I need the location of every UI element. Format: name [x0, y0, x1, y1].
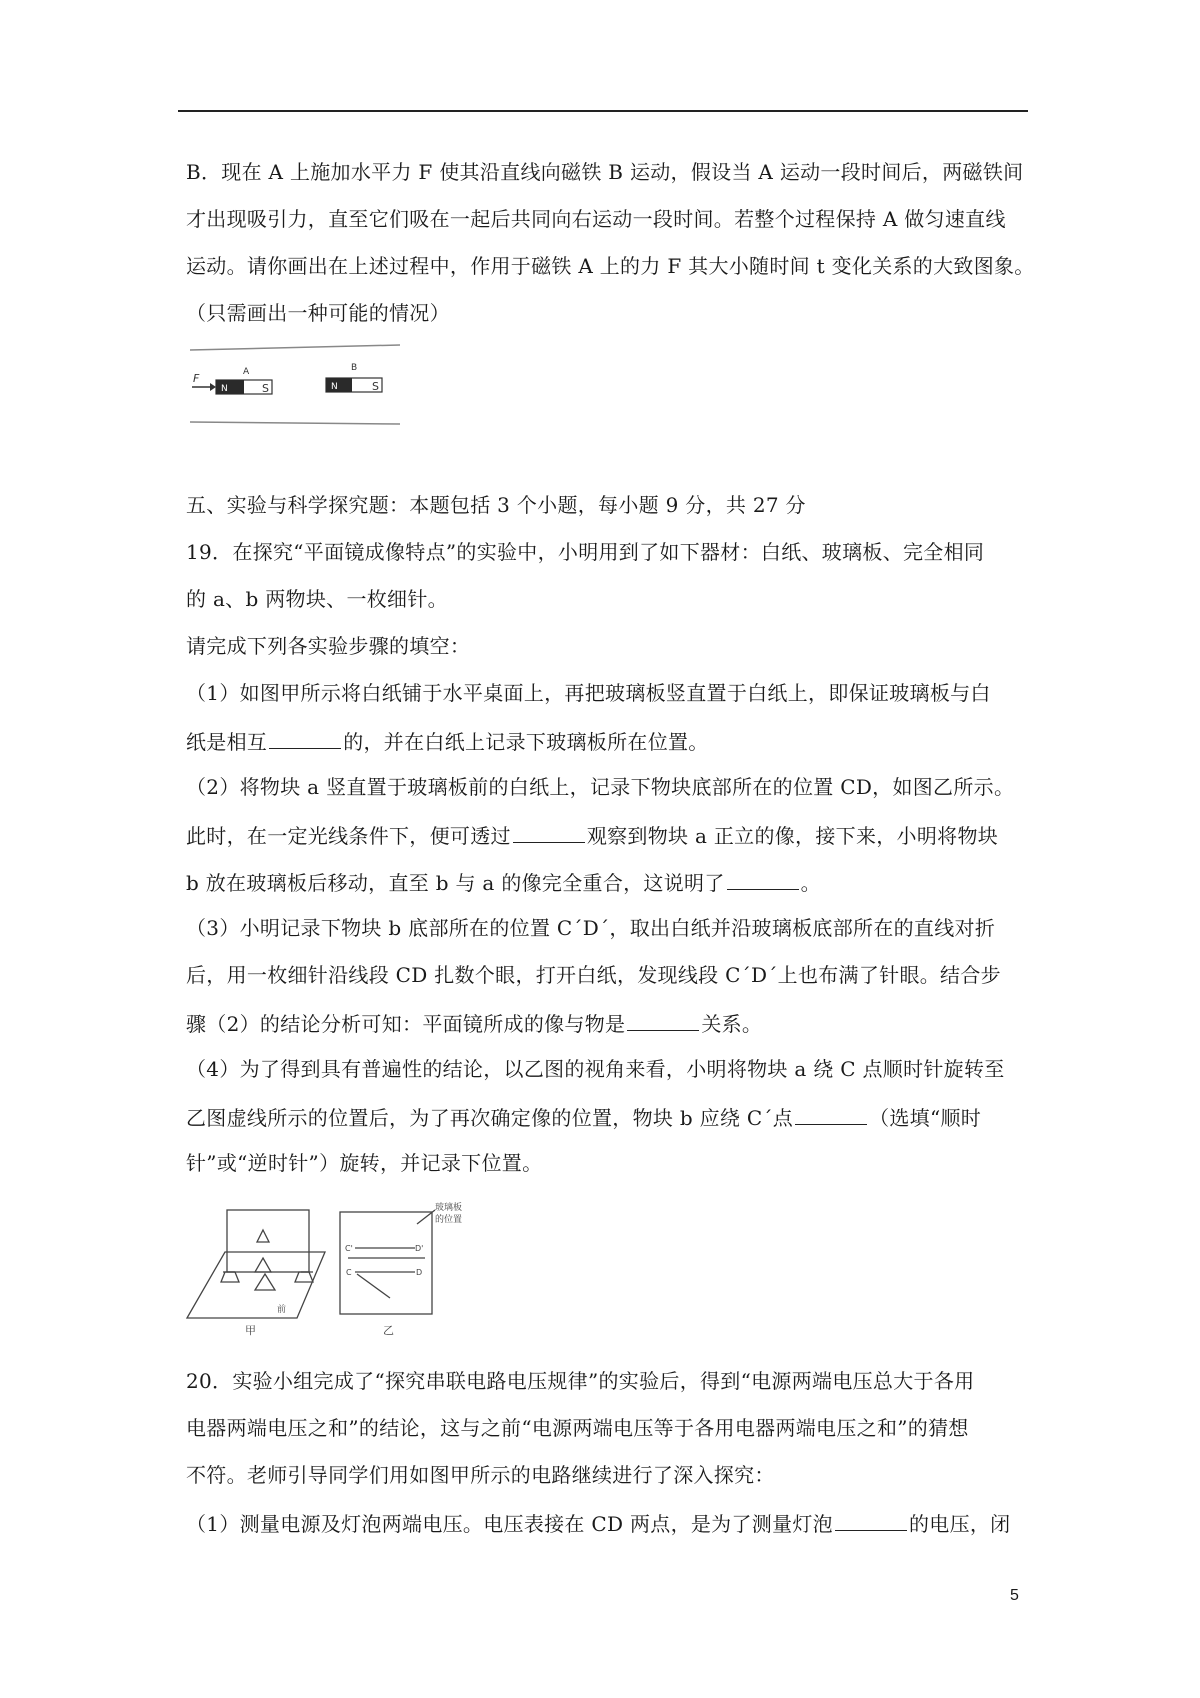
q19-step4-a: （4）为了得到具有普遍性的结论，以乙图的视角来看，小明将物块 a 绕 C 点顺时针旋转至: [186, 1057, 1005, 1081]
q18b-line-4: （只需画出一种可能的情况）: [186, 301, 450, 325]
q20-line-3: 不符。老师引导同学们用如图甲所示的电路继续进行了深入探究：: [186, 1463, 775, 1487]
q20-line-4-pre: （1）测量电源及灯泡两端电压。电压表接在 CD 两点，是为了测量灯泡: [186, 1512, 833, 1536]
q19-step2-c-pre: b 放在玻璃板后移动，直至 b 与 a 的像完全重合，这说明了: [186, 871, 725, 895]
q19-step1-b-post: 的，并在白纸上记录下玻璃板所在位置。: [343, 730, 709, 754]
q19-step3-b: 后，用一枚细针沿线段 CD 扎数个眼，打开白纸，发现线段 C´D´上也布满了针眼。结合步: [186, 963, 1001, 987]
q20-line-4: [186, 1510, 1010, 1536]
q19-step4-b-pre: 乙图虚线所示的位置后，为了再次确定像的位置，物块 b 应绕 C´点: [186, 1106, 794, 1130]
answer-blank-2[interactable]: [513, 822, 585, 843]
answer-blank-4[interactable]: [627, 1010, 699, 1031]
front-label: 前: [277, 1305, 287, 1315]
c-prime-label: C': [345, 1244, 353, 1253]
c-label: C: [346, 1268, 352, 1277]
q18b-line-2: 才出现吸引力，直至它们吸在一起后共同向右运动一段时间。若整个过程保持 A 做匀速直线: [186, 207, 1006, 231]
figure-jia: [187, 1210, 325, 1318]
section5-heading: 五、实验与科学探究题：本题包括 3 个小题，每小题 9 分，共 27 分: [186, 493, 806, 517]
answer-blank-3[interactable]: [727, 869, 799, 890]
yi-caption: 乙: [383, 1324, 394, 1337]
q19-step4-b: [186, 1104, 981, 1130]
magnet-a-n-pole: N: [221, 384, 228, 394]
answer-blank-6[interactable]: [835, 1510, 907, 1531]
magnet-b-s-pole: S: [372, 380, 379, 393]
q19-step3-a: （3）小明记录下物块 b 底部所在的位置 C´D´，取出白纸并沿玻璃板底部所在的直线对折: [186, 916, 996, 940]
magnets-figure: [188, 342, 403, 427]
q19-step1-b: [186, 728, 709, 754]
answer-blank-5[interactable]: [795, 1104, 867, 1125]
d-prime-label: D': [415, 1244, 424, 1253]
glass-position-label-1: 玻璃板: [435, 1203, 463, 1213]
q19-step3-c-post: 关系。: [701, 1012, 763, 1036]
answer-blank-1[interactable]: [269, 728, 341, 749]
q19-step2-b-pre: 此时，在一定光线条件下，便可透过: [186, 824, 511, 848]
q20-line-4-post: 的电压，闭: [908, 1512, 1011, 1536]
page-number: 5: [1010, 1587, 1019, 1604]
q19-step3-c-pre: 骤（2）的结论分析可知：平面镜所成的像与物是: [186, 1012, 626, 1036]
q19-step4-c: 针”或“逆时针”）旋转，并记录下位置。: [186, 1151, 543, 1175]
q18b-line-3: 运动。请你画出在上述过程中，作用于磁铁 A 上的力 F 其大小随时间 t 变化关系的大致图象。: [186, 254, 1035, 278]
magnet-a-s-pole: S: [262, 382, 269, 395]
d-label: D: [416, 1268, 423, 1277]
magnet-a-label: A: [243, 367, 250, 377]
q19-step1-a: （1）如图甲所示将白纸铺于水平桌面上，再把玻璃板竖直置于白纸上，即保证玻璃板与白: [186, 681, 991, 705]
q18b-line-1: B．现在 A 上施加水平力 F 使其沿直线向磁铁 B 运动，假设当 A 运动一段时间后，两磁铁间: [186, 160, 1024, 184]
magnet-b-label: B: [351, 363, 358, 373]
q20-line-1: 20．实验小组完成了“探究串联电路电压规律”的实验后，得到“电源两端电压总大于各用: [186, 1369, 975, 1393]
q19-step2-c: [186, 869, 821, 895]
q20-line-2: 电器两端电压之和”的结论，这与之前“电源两端电压等于各用电器两端电压之和”的猜想: [186, 1416, 969, 1440]
q19-step1-b-pre: 纸是相互: [186, 730, 268, 754]
q19-step3-c: [186, 1010, 762, 1036]
glass-position-label-2: 的位置: [435, 1215, 463, 1225]
magnet-b-n-pole: N: [331, 382, 338, 392]
q19-intro-1: 19．在探究“平面镜成像特点”的实验中，小明用到了如下器材：白纸、玻璃板、完全相同: [186, 540, 985, 564]
q19-step2-a: （2）将物块 a 竖直置于玻璃板前的白纸上，记录下物块底部所在的位置 CD，如图乙所示。: [186, 775, 1015, 799]
mirror-experiment-figure: [185, 1200, 525, 1338]
q19-instruction: 请完成下列各实验步骤的填空：: [186, 634, 471, 658]
force-label: F: [193, 372, 200, 385]
q19-step2-c-post: 。: [800, 871, 821, 895]
figure-yi: [340, 1210, 435, 1314]
q19-step2-b: [186, 822, 998, 848]
q19-intro-2: 的 a、b 两物块、一枚细针。: [186, 587, 448, 611]
jia-caption: 甲: [245, 1324, 256, 1337]
header-rule: [178, 110, 1028, 112]
q19-step4-b-post: （选填“顺时: [869, 1106, 982, 1130]
q19-step2-b-post: 观察到物块 a 正立的像，接下来，小明将物块: [586, 824, 999, 848]
